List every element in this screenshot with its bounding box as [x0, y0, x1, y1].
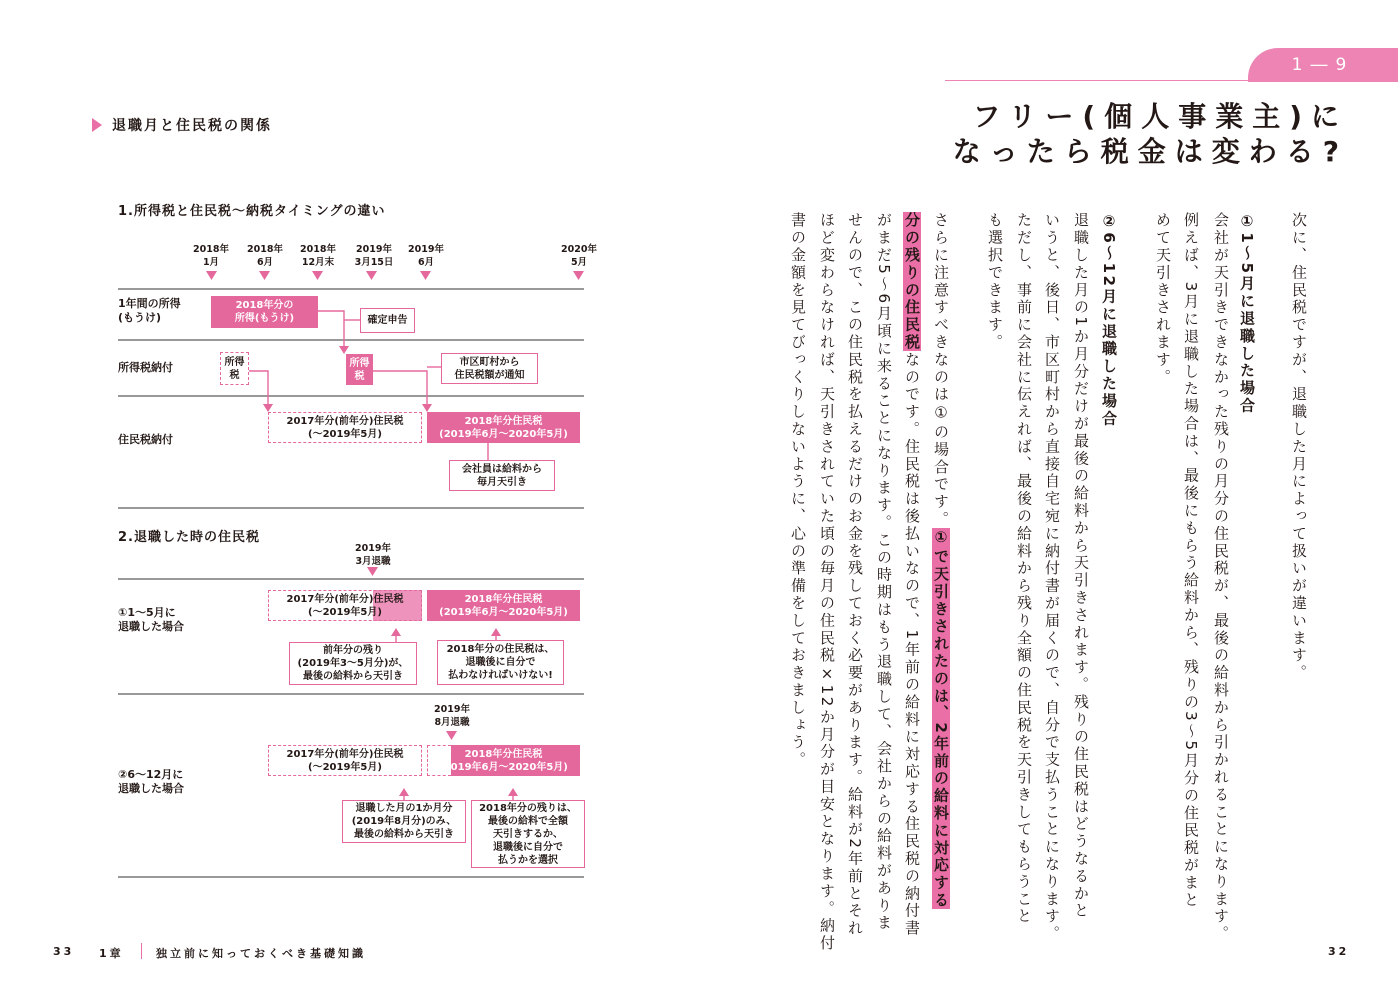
date-label: 2018年 12月末	[300, 244, 336, 268]
subsection-title-1: 1.所得税と住民税〜納税タイミングの違い	[118, 204, 386, 219]
body-heading-case1: ①1〜5月に退職した場合	[1238, 212, 1256, 415]
footer-divider	[141, 943, 142, 959]
case1-res-2018-box: 2018年分住民税 (2019年6月〜2020年5月)	[427, 590, 580, 621]
page-title-line-2: なったら税金は変わる?	[952, 135, 1348, 168]
body-column: がまだ5〜6月頃に来ることになります。この時期はもう退職して、会社からの給料がありま	[875, 212, 893, 932]
subsection-title-2: 2.退職した時の住民税	[118, 530, 260, 545]
body-column: 書の金額を見てびっくりしないように、心の準備をしておきましょう。	[789, 212, 807, 769]
tax-notice-box: 市区町村から 住民税額が通知	[441, 353, 538, 384]
body-column	[900, 212, 924, 937]
page-number-right: 32	[1328, 945, 1350, 958]
case2-res-2017-box: 2017年分(前年分)住民税 (〜2019年5月)	[268, 745, 422, 776]
payroll-deduction-box: 会社員は給料から 毎月天引き	[449, 460, 555, 491]
date-label-august-retire: 2019年 8月退職	[434, 704, 470, 728]
body-column: 退職した月の1か月分だけが最後の給料から天引きされます。残りの住民税はどうなるかと	[1072, 212, 1090, 920]
date-label: 2018年 6月	[247, 244, 283, 268]
income-2018-box: 2018年分の 所得(もうけ)	[211, 296, 318, 328]
date-label-march-retire: 2019年 3月退職	[355, 543, 391, 567]
body-column: 例えば、3月に退職した場合は、最後にもらう給料から、残りの3〜5月分の住民税がまと	[1182, 212, 1200, 910]
body-column: ただし、事前に会社に伝えれば、最後の給料から残り全額の住民税を天引きしてもらうこと	[1015, 212, 1033, 926]
body-column: いうと、後日、市区町村から直接自宅宛に納付書が届くので、自分で支払うことになります。	[1043, 212, 1061, 943]
row-label-income-tax: 所得税納付	[118, 361, 173, 374]
income-tax-box: 所得 税	[346, 354, 373, 385]
page-number-left: 33	[53, 945, 75, 958]
case1-note-left: 前年分の残り (2019年3〜5月分)が、 最後の給料から天引き	[289, 642, 417, 685]
resident-tax-2018-box: 2018年分住民税 (2019年6月〜2020年5月)	[427, 412, 580, 443]
body-column: も選択できます。	[986, 212, 1004, 352]
final-return-box: 確定申告	[360, 308, 415, 333]
resident-tax-2017-box: 2017年分(前年分)住民税 (〜2019年5月)	[268, 412, 422, 443]
case1-note-right: 2018年分の住民税は、 退職後に自分で 払わなければいけない!	[437, 640, 564, 685]
case2-note-right: 2018年分の残りは、 最後の給料で全額 天引きするか、 退職後に自分で 払うかを選択	[471, 800, 585, 868]
case1-label: ①1〜5月に 退職した場合	[118, 606, 184, 633]
row-label-income: 1年間の所得 (もうけ)	[118, 297, 181, 324]
body-column: 次に、住民税ですが、退職した月によって扱いが違います。	[1290, 212, 1308, 682]
income-tax-box: 所得 税	[220, 352, 249, 385]
highlighted-text: ①で天引きされたのは、2年前の給料に対応する	[932, 528, 950, 910]
header-rule	[945, 80, 1248, 81]
case2-res-2018-box: 2018年分住民税 (2019年6月〜2020年5月)	[439, 748, 568, 773]
date-label: 2019年 3月15日	[354, 244, 394, 268]
body-column: めて天引きされます。	[1154, 212, 1172, 386]
case2-note-left: 退職した月の1か月分 (2019年8月分)のみ、 最後の給料から天引き	[342, 800, 466, 843]
date-label: 2020年 5月	[561, 244, 597, 268]
body-text: さらに注意すべきなのは①の場合です。	[932, 212, 950, 529]
section-title: 退職月と住民税の関係	[112, 118, 272, 134]
highlighted-text: 分の残りの住民税	[903, 212, 921, 352]
body-column: せんので、この住民税を払えるだけのお金を残しておく必要があります。給料が2年前とそれ	[846, 212, 864, 938]
page-title-line-1: フリー(個人事業主)に	[972, 100, 1348, 133]
body-column: ほど変わらなければ、天引きされていた頃の毎月の住民税×12か月分が目安となります。納付	[818, 212, 836, 953]
row-label-resident-tax: 住民税納付	[118, 433, 173, 446]
case2-label: ②6〜12月に 退職した場合	[118, 768, 184, 795]
body-column	[929, 212, 953, 909]
section-tab: 1―9	[1248, 48, 1398, 82]
case1-res-2017-box: 2017年分(前年分)住民税 (〜2019年5月)	[268, 590, 422, 621]
body-text: なのです。住民税は後払いなので、1年前の給料に対応する住民税の納付書	[903, 351, 921, 938]
body-heading-case2: ②6〜12月に退職した場合	[1100, 212, 1118, 428]
body-column: 会社が天引きできなかった残りの月分の住民税が、最後の給料から引かれることになります。	[1212, 212, 1230, 943]
chapter-number: 1章	[99, 947, 124, 960]
date-label: 2018年 1月	[193, 244, 229, 268]
chapter-title: 独立前に知っておくべき基礎知識	[156, 947, 366, 960]
date-label: 2019年 6月	[408, 244, 444, 268]
